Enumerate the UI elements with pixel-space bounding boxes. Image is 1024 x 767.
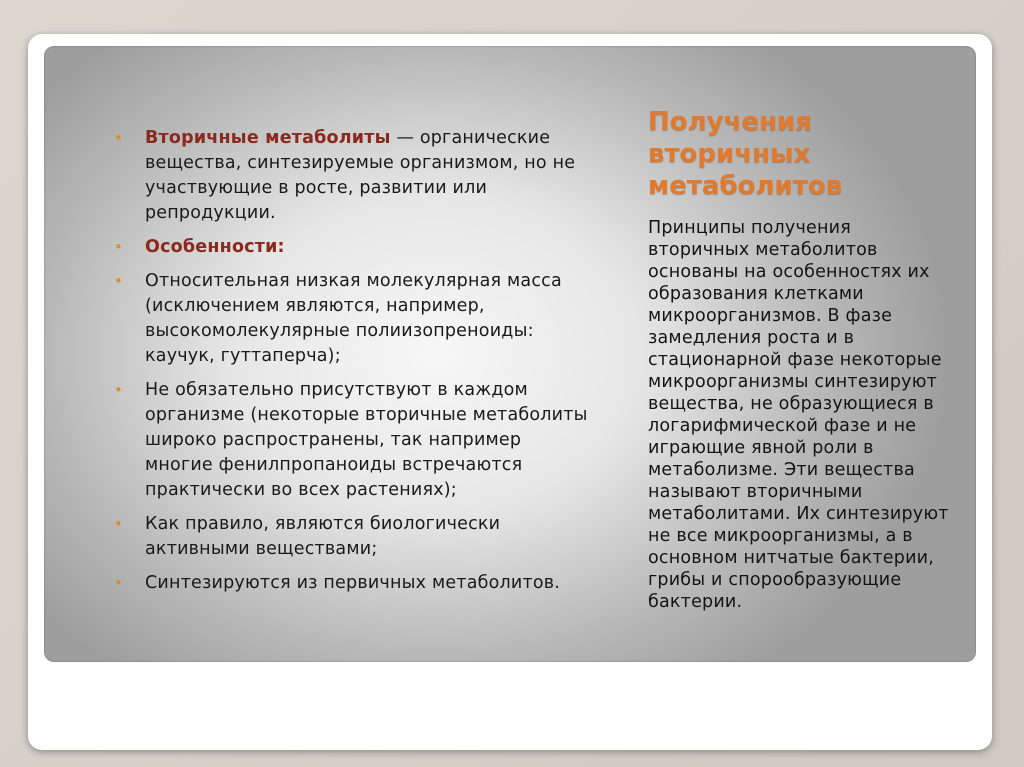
bullet-definition — [114, 126, 594, 226]
features-heading: Особенности: — [145, 237, 285, 257]
slide-title: Получения вторичных метаболитов — [648, 107, 843, 201]
bullet-molecular-mass: • Относительная низкая молекулярная масса (исключением являются, например, высокомолекулярные полиизопреноиды: каучук, гуттаперча); — [114, 269, 594, 369]
bullet-not-in-every-organism: • Не обязательно присутствуют в каждом организме (некоторые вторичные метаболиты широко распространены, так например многие фенилпропаноиды встречаются практически во всех растениях); — [114, 378, 594, 503]
bullet-list — [114, 126, 594, 605]
term-secondary-metabolites: Вторичные метаболиты — [145, 128, 391, 148]
slide-panel — [44, 46, 976, 662]
bullet-features-heading — [114, 235, 594, 260]
bullet-synthesized-from-primary: • Синтезируются из первичных метаболитов. — [114, 571, 594, 596]
bullet-bioactive: • Как правило, являются биологически активными веществами; — [114, 512, 594, 562]
side-description: Принципы получения вторичных метаболитов основаны на особенностях их образования клетками микроорганизмов. В фазе замедления роста и в стационарной фазе некоторые микроорганизмы синтезируют вещества, не образующиеся в логарифмической фазе и не играющие явной роли в метаболизме. Эти вещества называют вторичными метаболитами. Их синтезируют не все микроорганизмы, а в основном нитчатые бактерии, грибы и спорообразующие бактерии. — [648, 218, 949, 612]
slide-frame — [28, 34, 992, 750]
definition-text: — органические вещества, синтезируемые организмом, но не участвующие в росте, развитии или репродукции. — [145, 128, 576, 223]
